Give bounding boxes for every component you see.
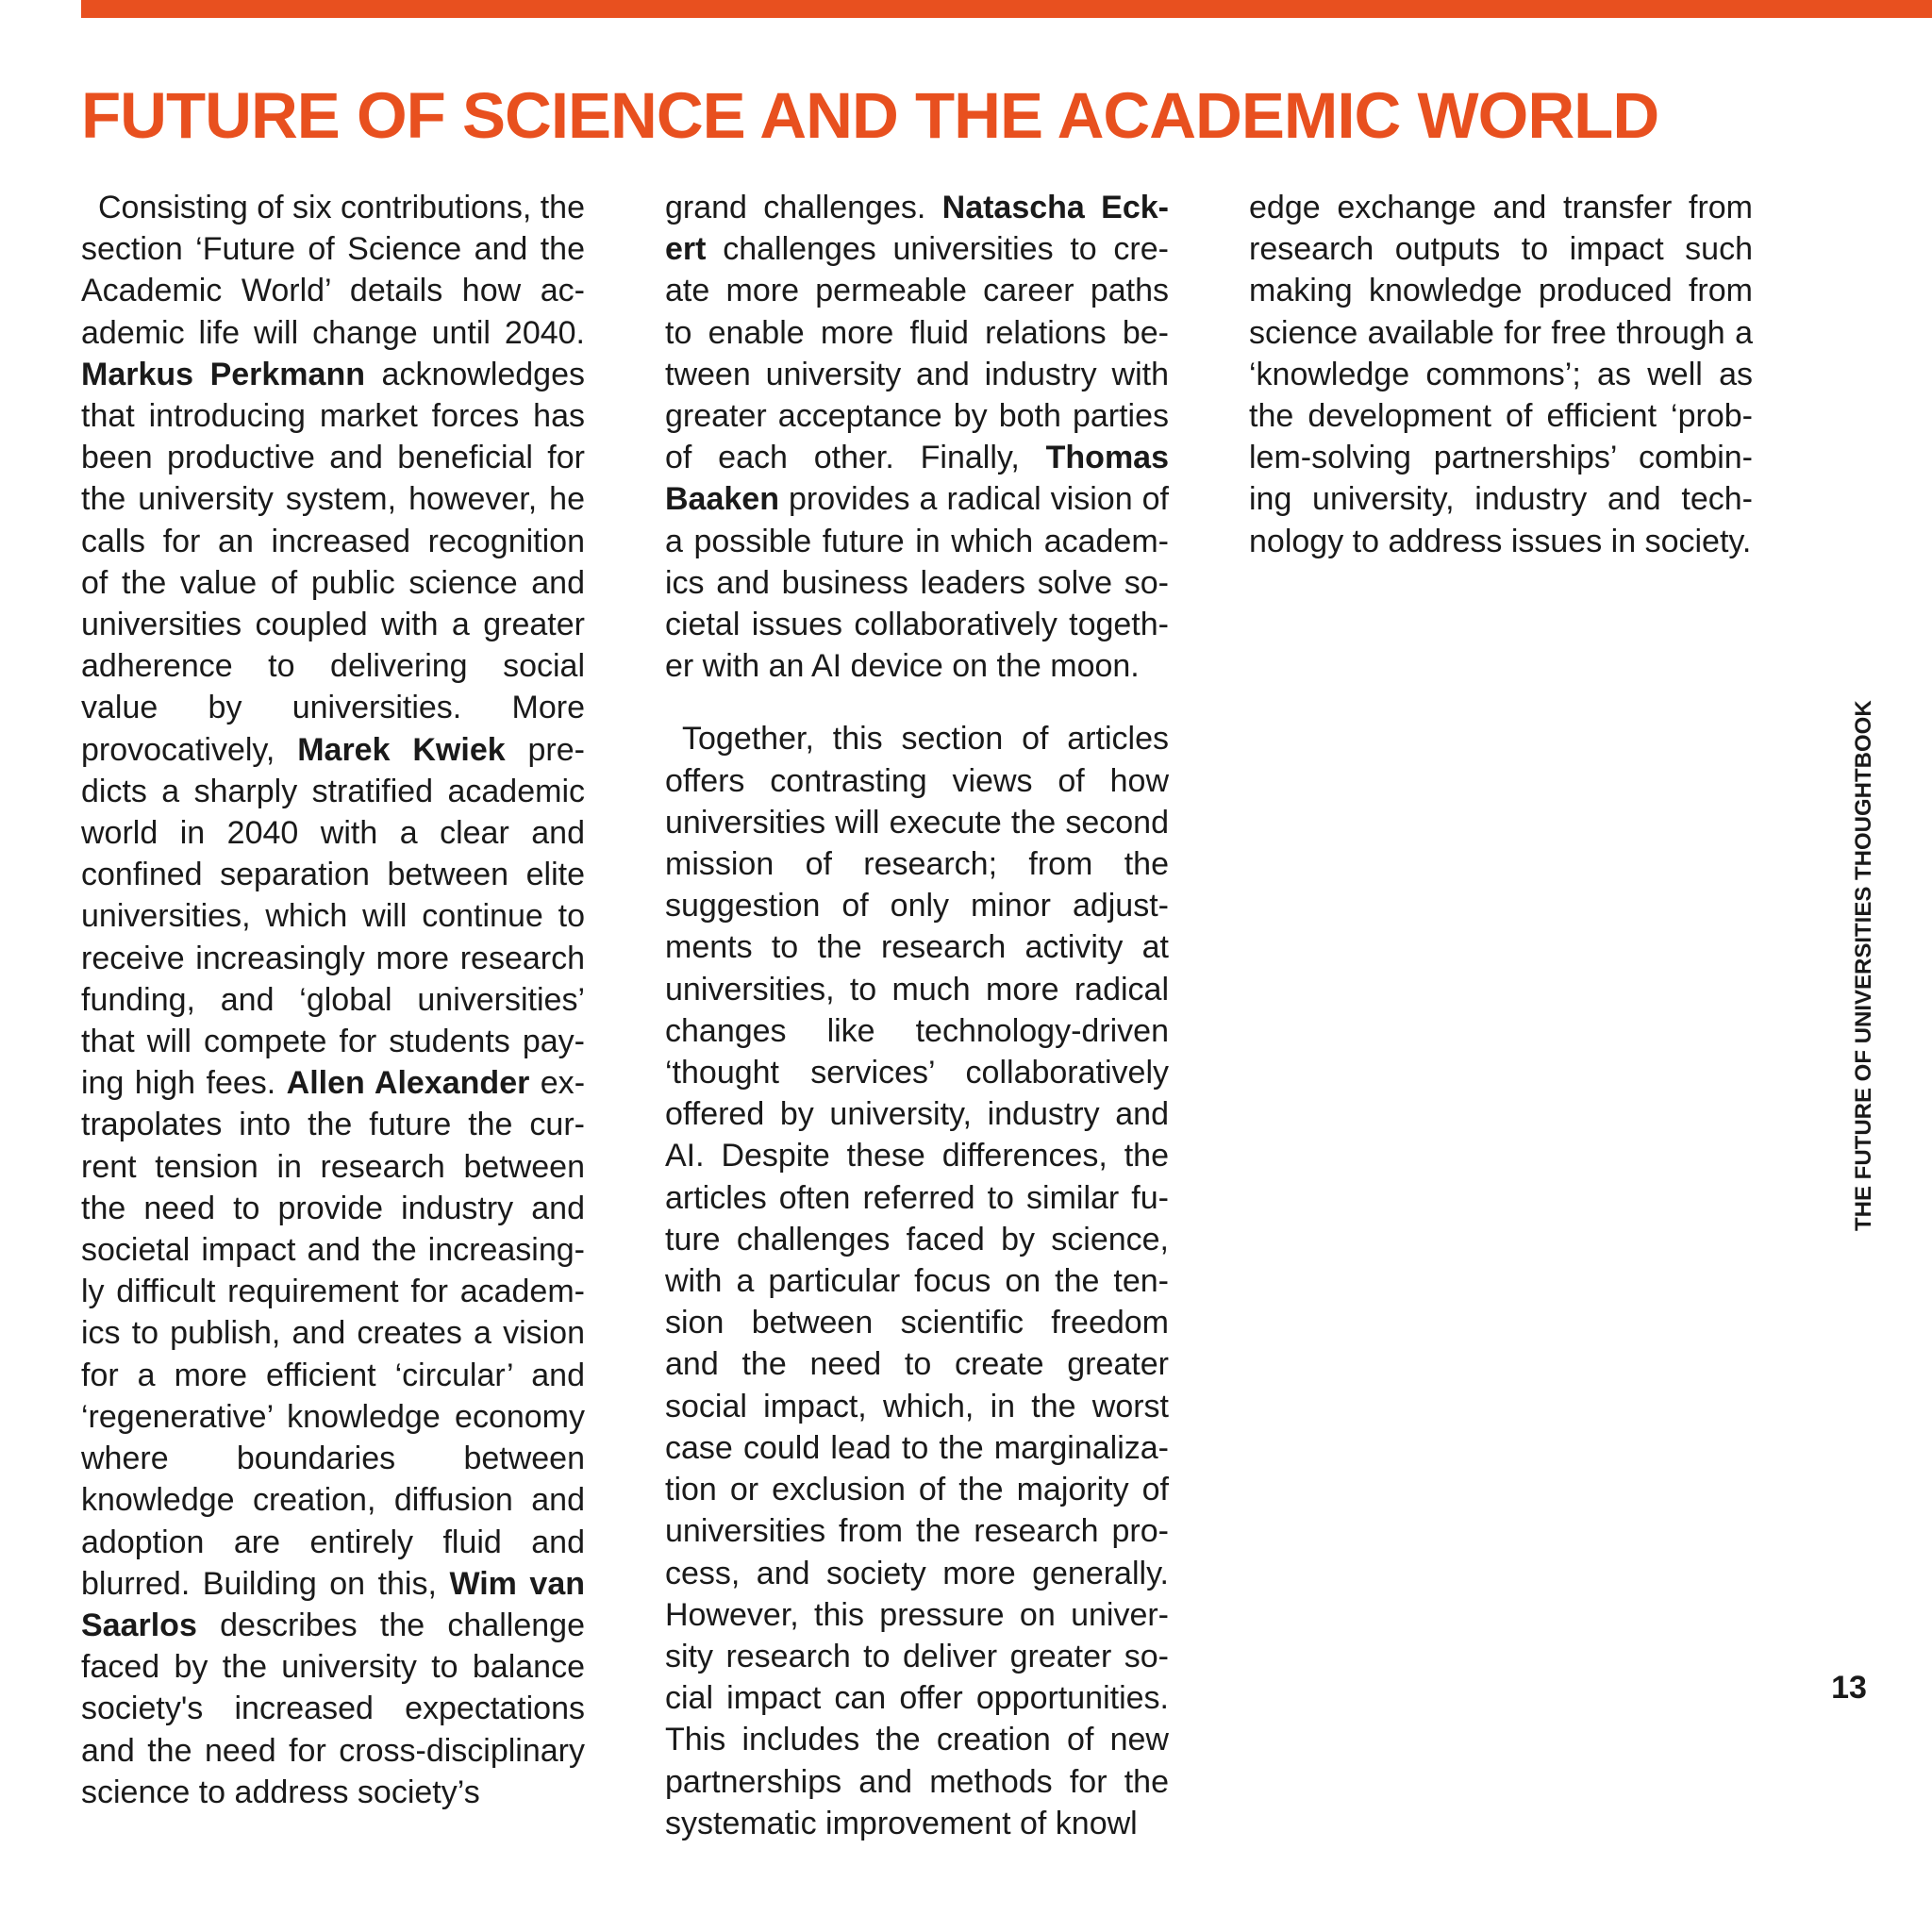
page-title: FUTURE OF SCIENCE AND THE ACADEMIC WORLD xyxy=(81,79,1659,152)
top-accent-bar xyxy=(81,0,1932,18)
body-text: provides a radical vision of a possible future in which academics and business leaders solve societal issues collaboratively together with an AI device on the moon. xyxy=(665,481,1169,685)
text-column-1 xyxy=(81,187,585,1813)
author-name: Natascha Eckert xyxy=(665,190,1169,268)
author-name: Wim van Saarlos xyxy=(81,1565,585,1643)
body-text: challenges universities to create more permeable career paths to enable more fluid relations between university and industry with greater acceptance by both parties of each other. Finally, xyxy=(665,231,1169,476)
paragraph xyxy=(665,187,1169,687)
paragraph: Together, this section of articles offers contrasting views of how universities will execute the second mission of research; from the suggestion of only minor adjustments to the research activity at universities, to much more radical changes like technology-driven ‘thought services’ collaboratively offered by university, industry and AI. Despite these differences, the articles often referred to similar future challenges faced by science, with a particular focus on the tension between scientific freedom and the need to create greater social impact, which, in the worst case could lead to the marginalization or exclusion of the majority of universities from the research process, and society more generally. However, this pressure on university research to deliver greater social impact can offer opportunities. This includes the creation of new partnerships and methods for the systematic improvement of knowl xyxy=(665,721,1169,1841)
text-column-2 xyxy=(665,187,1169,1844)
body-text: describes the challenge faced by the university to balance society's increased expectations and the need for cross-disciplinary science to address society’s xyxy=(81,1607,585,1810)
paragraph: edge exchange and transfer from research outputs to impact such making knowledge produced from science available for free through a ‘knowledge commons’; as well as the development of efficient ‘problem-solving partnerships’ combining university, industry and technology to address issues in society. xyxy=(1249,190,1753,559)
author-name: Marek Kwiek xyxy=(297,731,506,768)
publication-label: THE FUTURE OF UNIVERSITIES THOUGHTBOOK xyxy=(1851,700,1876,1231)
body-text: Consisting of six contributions, the section ‘Future of Science and the Academic World’ details how academic life will change until 2040. xyxy=(81,190,585,351)
text-column-3 xyxy=(1249,187,1753,562)
author-name: Allen Alexander xyxy=(286,1065,530,1102)
body-text: extrapolates into the future the current tension in research between the need to provide industry and societal impact and the increasingly difficult requirement for academics to publish, and creates a vision for a more efficient ‘circular’ and ‘regenerative’ knowledge economy where boundaries between knowledge creation, diffusion and adoption are entirely fluid and blurred. Building on this, xyxy=(81,1065,586,1602)
body-text: grand challenges. xyxy=(665,190,942,225)
author-name: Thomas Baaken xyxy=(665,440,1169,518)
body-text: acknowledges that introducing market forces has been productive and beneficial for the university system, however, he calls for an increased recognition of the value of public science and universities coupled with a greater adherence to delivering social value by universities. More provocatively, xyxy=(81,356,586,768)
paragraph xyxy=(81,187,585,1813)
page-number: 13 xyxy=(1831,1670,1867,1706)
author-name: Markus Perkmann xyxy=(81,356,365,392)
body-text: predicts a sharply stratified academic world in 2040 with a clear and confined separation between elite universities, which will continue to receive increasingly more research funding, and ‘global universities’ that will compete for students paying high fees. xyxy=(81,731,585,1102)
